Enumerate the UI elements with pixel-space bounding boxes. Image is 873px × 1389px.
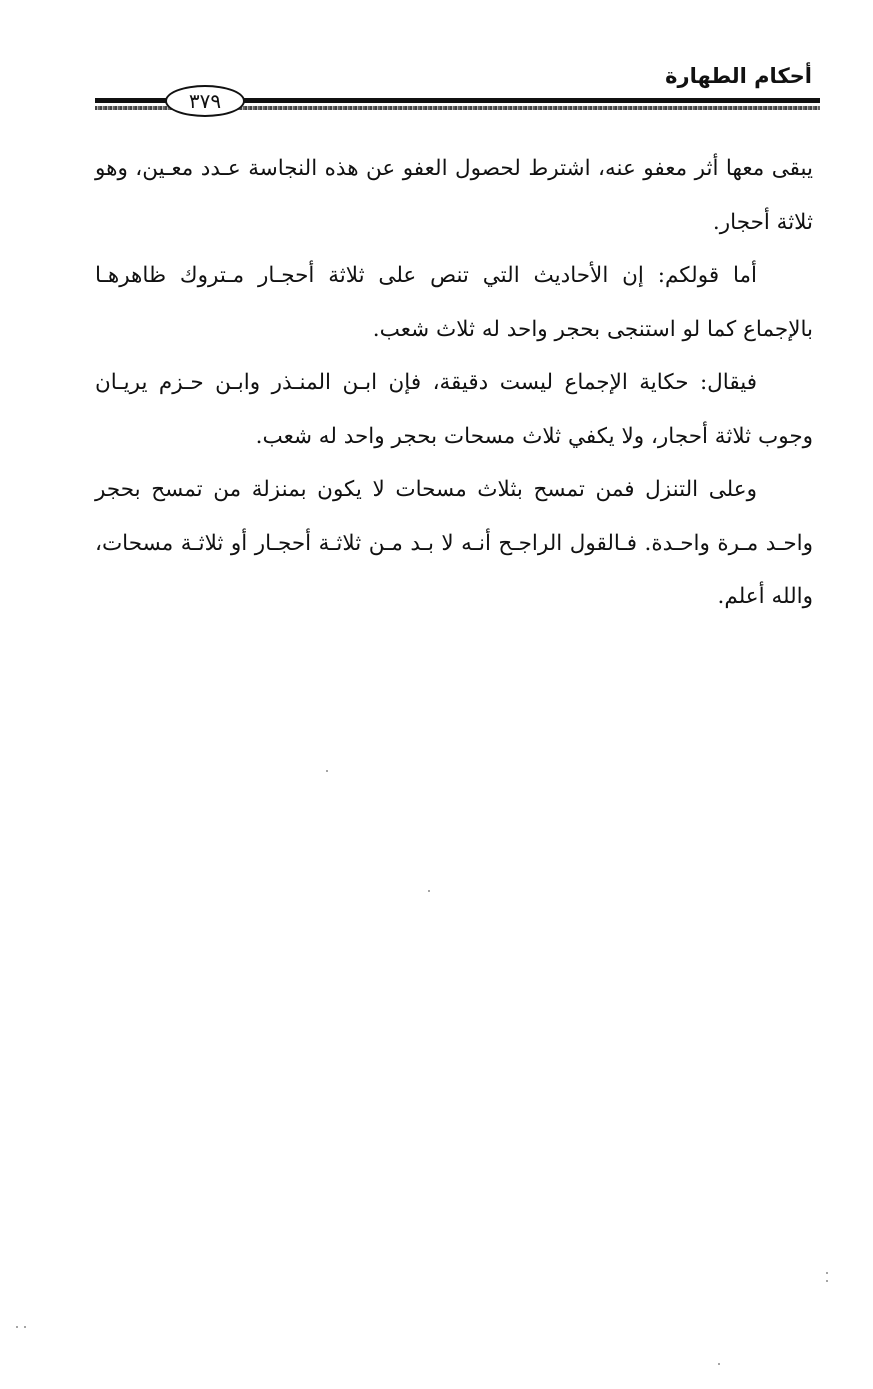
page-number: ٣٧٩ (165, 85, 245, 117)
scan-speck (428, 890, 430, 892)
paragraph-4: وعلى التنزل فمن تمسح بثلاث مسحات لا يكون بمنزلة من تمسح بحجر واحـد مـرة واحـدة. فـالقول الراجـح أنـه لا بـد مـن ثلاثـة أحجـار أو ثلاثـة مسحات، والله أعلم. (95, 477, 813, 609)
paragraph-2: أما قولكم: إن الأحاديث التي تنص على ثلاثة أحجـار مـتروك ظاهرهـا بالإجماع كما لو استنجى بحجر واحد له ثلاث شعب. (95, 263, 813, 342)
scan-speck (718, 1363, 720, 1365)
body-text (95, 142, 813, 624)
page-header (95, 60, 820, 120)
paragraph-3: فيقال: حكاية الإجماع ليست دقيقة، فإن ابـن المنـذر وابـن حـزم يريـان وجوب ثلاثة أحجار، ولا يكفي ثلاث مسحات بحجر واحد له شعب. (95, 370, 813, 449)
paragraph-1: يبقى معها أثر معفو عنه، اشترط لحصول العفو عن هذه النجاسة عـدد معـين، وهو ثلاثة أحجار. (95, 156, 813, 235)
scan-speck (826, 1280, 828, 1282)
scan-speck (16, 1326, 18, 1328)
scan-speck (326, 770, 328, 772)
scan-speck (826, 1272, 828, 1274)
running-title: أحكام الطهارة (665, 64, 812, 88)
scan-speck (24, 1326, 26, 1328)
